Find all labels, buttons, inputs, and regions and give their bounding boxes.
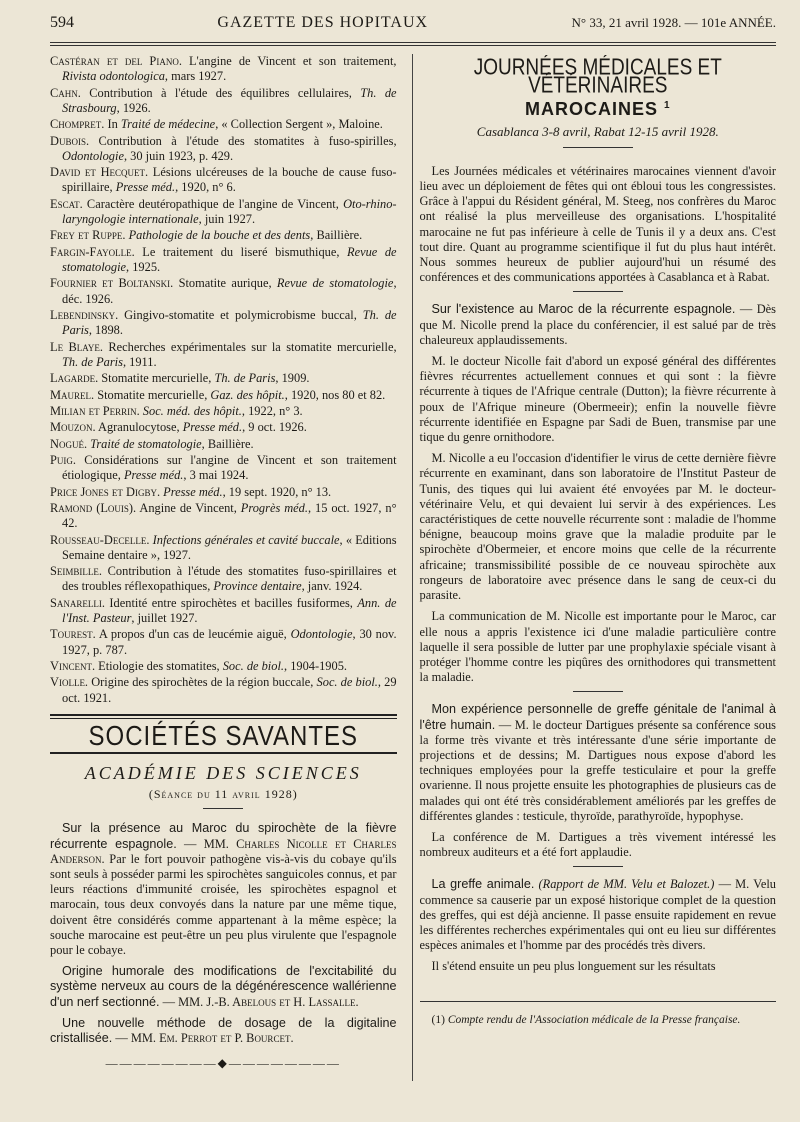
section-rule-bottom	[50, 752, 397, 754]
section-rule	[50, 714, 397, 716]
page-header	[50, 10, 776, 38]
reference-item: Maurel. Stomatite mercurielle, Gaz. des hôpit., 1920, nos 80 et 82.	[50, 387, 386, 402]
header-rule	[50, 42, 776, 46]
footnote-rule	[420, 1001, 776, 1002]
short-rule	[573, 291, 623, 292]
footnote: (1) Compte rendu de l'Association médicale de la Presse française.	[431, 1014, 741, 1027]
reference-item: Nogué. Traité de stomatologie, Baillière.	[50, 436, 254, 451]
nicolle-paragraph: Sur l'existence au Maroc de la récurrente espagnole. — Dès que M. Nicolle prend la place du conférencier, il est salué par de très chaleureux applaudissements.	[419, 302, 776, 347]
journees-subtitle: MAROCAINES $^1$	[524, 99, 671, 120]
seance-date: (Séance du 11 avril 1928)	[148, 787, 298, 802]
reference-item: Dubois. Contribution à l'étude des stomatites à fuso-spirilles, Odontologie, 30 juin 1923, p. 429.	[50, 133, 397, 163]
reference-item: Lagarde. Stomatite mercurielle, Th. de Paris, 1909.	[50, 371, 310, 386]
academy-title: ACADÉMIE DES SCIENCES	[84, 763, 362, 784]
reference-item: Ramond (Louis). Angine de Vincent, Progrès méd., 15 oct. 1927, n° 42.	[50, 501, 397, 531]
column-rule	[412, 54, 413, 1081]
left-column	[50, 54, 405, 1081]
dartigues-paragraph-b: La conférence de M. Dartigues a très vivement intéressé les nombreux auditeurs et a été fort applaudie.	[419, 829, 776, 860]
reference-item: Lebendinsky. Gingivo-stomatite et polymicrobisme buccal, Th. de Paris, 1898.	[50, 307, 397, 338]
greffe-paragraph-b: Il s'étend ensuite un peu plus longuement sur les résultats	[431, 959, 716, 974]
short-rule	[203, 808, 243, 809]
reference-item: David et Hecquet. Lésions ulcéreuses de la bouche de cause fuso-spirillaire, Presse méd., 1920, n° 6.	[50, 165, 397, 195]
reference-item: Fargin-Fayolle. Le traitement du liseré bismuthique, Revue de stomatologie, 1925.	[50, 244, 397, 274]
reference-item: Price Jones et Digby. Presse méd., 19 sept. 1920, n° 13.	[50, 484, 332, 499]
short-rule	[573, 866, 623, 867]
nicolle-heading: Sur l'existence au Maroc de la récurrente espagnole.	[431, 302, 736, 317]
reference-item: Violle. Origine des spirochètes de la région buccale, Soc. de biol., 29 oct. 1921.	[50, 675, 397, 705]
intro-paragraph: Les Journées médicales et vétérinaires marocaines viennent d'avoir lieu avec un déploiement de fêtes qui ont ébloui tous les congressistes. Grâce à l'appui du Résident général, M. Steeg, nos confrères du Maroc ont réalisé la plus merveilleuse des organisations. L'hospitalité marocaine ne fut pas inférieure à celle de Tunis il y a deux ans. C'est tout dire. Quant au programme scientifique il fut du plus haut intérêt. Nous sommes heureux de publier aujourd'hui un résumé des conférences et des communications apportées à Casablanca et à Rabat.	[419, 163, 776, 285]
journees-dates: Casablanca 3-8 avril, Rabat 12-15 avril 1928.	[476, 123, 719, 139]
reference-item: Mouzon. Agranulocytose, Presse méd., 9 oct. 1926.	[50, 420, 307, 435]
nicolle-paragraph-d: La communication de M. Nicolle est importante pour le Maroc, car elle nous a appris l'existence ici d'une maladie particulière contre laquelle il sera possible de lutter par une prophylaxie spéciale visant à protéger l'homme contre les piqûres des ornithodores qui transmettent la maladie.	[419, 609, 776, 685]
reference-item: Milian et Perrin. Soc. méd. des hôpit., 1922, n° 3.	[50, 403, 303, 418]
reference-item: Escat. Caractère deutéropathique de l'angine de Vincent, Oto-rhino-laryngologie internationale, juin 1927.	[50, 196, 397, 226]
academy-communication: Une nouvelle méthode de dosage de la digitaline cristallisée. — MM. Em. Perrot et P. Bourcet.	[50, 1015, 397, 1046]
reference-item: Castéran et del Piano. L'angine de Vincent et son traitement, Rivista odontologica, mars 1927.	[50, 54, 397, 84]
reference-item: Cahn. Contribution à l'étude des équilibres cellulaires, Th. de Strasbourg, 1926.	[50, 85, 397, 115]
page-number: 594	[50, 14, 74, 31]
section-title: SOCIÉTÉS SAVANTES	[88, 720, 359, 752]
dartigues-paragraph: Mon expérience personnelle de greffe génitale de l'animal à l'être humain. — M. le docteur Dartigues présente sa conférence sous la forme très vivante et très intéressante d'une série importante de projections et de dessins; M. Dartigues nous expose d'abord les techniques employées pour la greffe testiculaire et pour la greffe ovarienne. Il nous projette ensuite les photographies de plusieurs cas de malades qui ont été très considérablement améliorés par les greffes de différentes glandes : testicule, thyroïde, parathyroïde, hypophyse.	[419, 702, 776, 823]
reference-item: Puig. Considérations sur l'angine de Vincent et son traitement étiologique, Presse méd., 3 mai 1924.	[50, 453, 397, 483]
greffe-heading: La greffe animale.	[431, 877, 535, 892]
societes-items	[50, 821, 397, 1046]
dartigues-heading: Mon expérience personnelle de greffe génitale de l'animal à l'être humain.	[419, 702, 776, 732]
reference-item: Seimbille. Contribution à l'étude des stomatites fuso-spirillaires et des troubles réflexopathiques, Province dentaire, janv. 1924.	[50, 564, 397, 594]
section-rule-thin	[50, 718, 397, 719]
academy-communication: Sur la présence au Maroc du spirochète de la fièvre récurrente espagnole. — MM. Charles Nicolle et Charles Anderson. Par le fort pouvoir pathogène vis-à-vis du cobaye qu'ils sont seuls à posséder parmi les spirochètes sanguicoles connus, et par leurs réactions d'immunité croisée, les spirochètes espagnol et marocain, tous deux convoyés dans la nature par une même tique, doivent être considérés comme appartenant à la même espèce; la souche marocaine est peut-être un peu plus virulente que l'espagnole pour le cobaye.	[50, 821, 397, 958]
reference-item: Tourest. A propos d'un cas de leucémie aiguë, Odontologie, 30 nov. 1927, p. 787.	[50, 627, 397, 657]
right-column	[420, 54, 776, 1081]
reference-item: Chompret. In Traité de médecine, « Collection Sergent », Maloine.	[50, 117, 383, 132]
academy-communication: Origine humorale des modifications de l'excitabilité du système nerveux au cours de la dégénérescence wallérienne d'un nerf sectionné. — MM. J.-B. Abelous et H. Lassalle.	[50, 964, 397, 1009]
reference-item: Fournier et Boltanski. Stomatite aurique, Revue de stomatologie, déc. 1926.	[50, 276, 397, 306]
reference-list	[50, 54, 397, 706]
short-rule	[573, 691, 623, 692]
footnote-mark: 1	[663, 100, 671, 112]
journees-title: JOURNÉES MÉDICALES ET VÉTÉRINAIRES	[473, 55, 722, 99]
ornament-divider: ――――――――◆――――――――	[105, 1056, 341, 1071]
columns	[50, 54, 776, 1081]
reference-item: Rousseau-Decelle. Infections générales et cavité buccale, « Editions Semaine dentaire », 1927.	[50, 532, 397, 562]
reference-item: Frey et Ruppe. Pathologie de la bouche et des dents, Baillière.	[50, 228, 363, 243]
nicolle-paragraph-b: M. le docteur Nicolle fait d'abord un exposé général des différentes fièvres récurrentes actuellement connues et qui sont : la fièvre récurrente à tiques de l'Afrique centrale (Dutton); la fièvre récurrente à poux de l'Afrique mineure (Obermeeir); enfin la nouvelle fièvre récurrente identifiée en Espagne par Sadi de Buen, transmise par une tique du genre ornithodore.	[419, 354, 776, 445]
greffe-paragraph: La greffe animale. (Rapport de MM. Velu et Balozet.) — M. Velu commence sa causerie par un exposé historique complet de la question des greffes, qui est déjà ancienne. Il passe ensuite rapidement en revue les différentes recherches expérimentales qui ont eu lieu sur différentes espèces animales et l'homme par des procédés très divers.	[419, 877, 776, 953]
journal-title: GAZETTE DES HOPITAUX	[217, 14, 429, 31]
reference-item: Le Blaye. Recherches expérimentales sur la stomatite mercurielle, Th. de Paris, 1911.	[50, 339, 397, 369]
reference-item: Vincent. Etiologie des stomatites, Soc. de biol., 1904-1905.	[50, 659, 347, 674]
issue-info: N° 33, 21 avril 1928. — 101e ANNÉE.	[571, 15, 776, 30]
reference-item: Sanarelli. Identité entre spirochètes et bacilles fusiformes, Ann. de l'Inst. Pasteur, juillet 1927.	[50, 595, 397, 626]
short-rule	[563, 147, 633, 148]
nicolle-paragraph-c: M. Nicolle a eu l'occasion d'identifier le virus de cette dernière fièvre récurrente en examinant, dans son laboratoire de l'Institut Pasteur de Tunis, des tiques qui lui avaient été envoyées par M. le docteur-vétérinaire Velu, et qui devaient lui servir à des expériences. Les caractéristiques de cette nouvelle récurrente sont : maladie de l'homme bénigne, beaucoup moins grave que la maladie produite par le spirochète d'Obermeier, et encore moins que celle de la récurrente africaine; transmissibilité possible de ce nouveau spirochète aux rongeurs de laboratoire avec présence dans le sang de ceux-ci du parasite.	[419, 451, 776, 603]
